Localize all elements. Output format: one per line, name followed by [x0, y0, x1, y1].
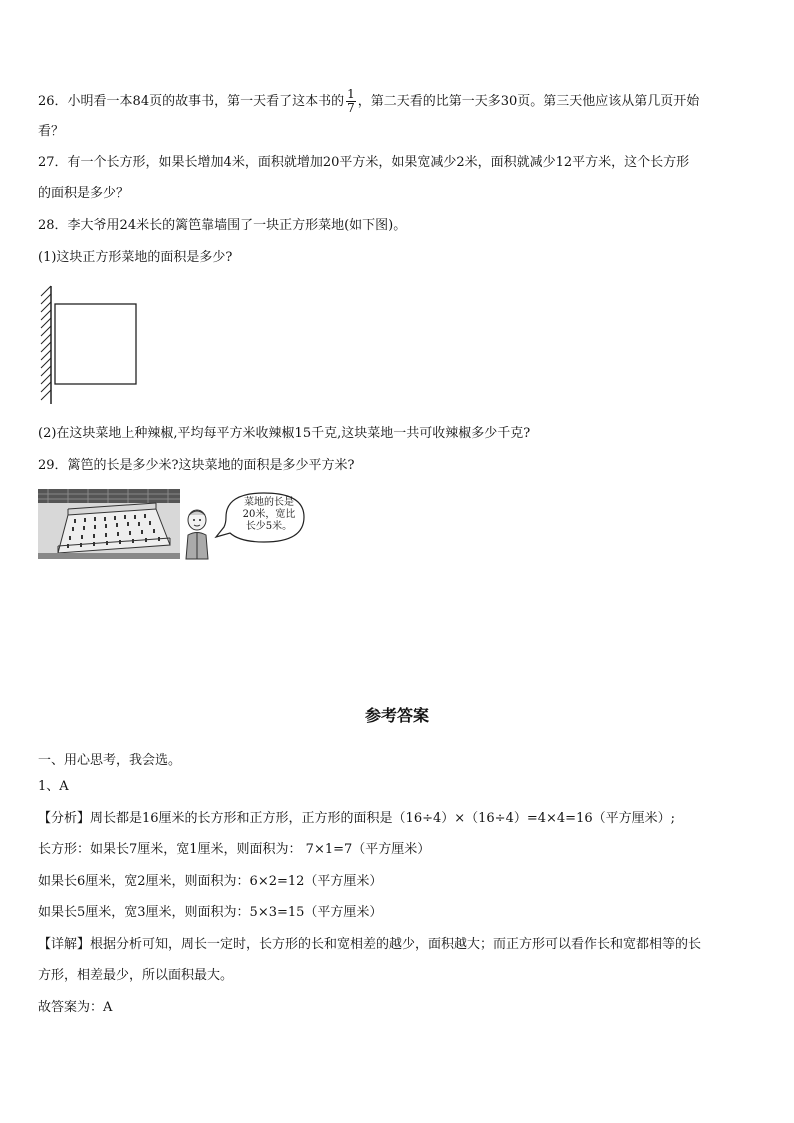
vegetable-field-illustration	[38, 489, 180, 559]
q27-line2: 的面积是多少？	[38, 186, 130, 201]
square-garden-diagram	[38, 284, 142, 406]
q27-line1: 27．有一个长方形，如果长增加4米，面积就增加20平方米，如果宽减少2米，面积就减少12平方米，这个长方形	[38, 155, 690, 170]
bubble-line-2: 20米，宽比	[242, 509, 296, 520]
answer-item-1: 1、A	[38, 779, 69, 794]
q28-sub1: (1)这块正方形菜地的面积是多少?	[38, 250, 233, 265]
q28-sub2: (2)在这块菜地上种辣椒,平均每平方米收辣椒15千克,这块菜地一共可收辣椒多少千克?	[38, 426, 531, 441]
speech-bubble-text	[234, 497, 304, 533]
square-plot	[55, 304, 136, 384]
answer-rect-3: 如果长5厘米，宽3厘米，则面积为：5×3=15（平方厘米）	[38, 905, 383, 920]
answer-analysis: 【分析】周长都是16厘米的长方形和正方形，正方形的面积是（16÷4）×（16÷4）=4×4=16（平方厘米）;	[38, 811, 675, 826]
answers-title: 参考答案	[364, 706, 429, 725]
answers-section-heading: 一、用心思考，我会选。	[38, 753, 182, 768]
q26-line2: 看？	[38, 124, 65, 139]
fraction-denominator: 7	[347, 101, 355, 115]
wall-hatching	[41, 286, 51, 404]
q26-text-part1: 26．小明看一本84页的故事书，第一天看了这本书的	[38, 94, 345, 109]
answer-rect-1: 长方形：如果长7厘米，宽1厘米，则面积为： 7×1=7（平方厘米）	[38, 842, 431, 857]
q26-line1	[38, 88, 699, 115]
bubble-line-3: 长少5米。	[245, 521, 293, 532]
answer-rect-2: 如果长6厘米，宽2厘米，则面积为：6×2=12（平方厘米）	[38, 874, 383, 889]
answer-detail-line2: 方形，相差最少，所以面积最大。	[38, 968, 234, 983]
bubble-line-1: 菜地的长是	[244, 497, 294, 508]
answer-detail-line1: 【详解】根据分析可知，周长一定时，长方形的长和宽相差的越少，面积越大；而正方形可以看作长和宽都相等的长	[38, 937, 702, 952]
q28-line1: 28．李大爷用24米长的篱笆靠墙围了一块正方形菜地(如下图)。	[38, 218, 407, 233]
q29-line1: 29．篱笆的长是多少米?这块菜地的面积是多少平方米?	[38, 458, 355, 473]
grandpa-illustration	[180, 505, 214, 560]
answer-conclusion: 故答案为：A	[38, 1000, 113, 1015]
q26-fraction	[346, 88, 356, 115]
q26-text-part2: ，第二天看的比第一天多30页。第三天他应该从第几页开始	[357, 94, 700, 109]
fraction-numerator: 1	[347, 87, 355, 101]
